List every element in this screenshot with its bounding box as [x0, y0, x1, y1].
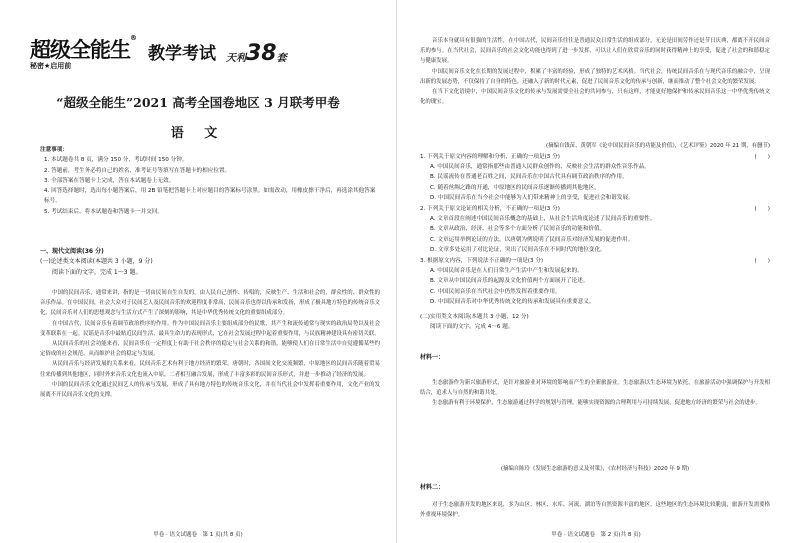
reading-passage	[40, 288, 380, 528]
question-2	[420, 204, 770, 255]
passage-paragraph: 从民间音乐与经济发展的关系来看，民间音乐艺术有利于地方经济的繁荣。唐朝时，各国间文化交流频繁，中原地区的民间音乐随着贸易往来传播到其他地区，同时外来音乐文化也流入中原，二者相互融合发展，形成了丰富多彩的民间音乐形式，并进一步推动了经济的发展。	[40, 361, 380, 378]
note-item: 2. 答题前，考生务必将自己的姓名、准考证号等填写在答题卡的相应位置。	[44, 167, 231, 174]
material-2-label: 材料二：	[420, 484, 445, 491]
passage-paragraph: 中国民间音乐文化在长期的发展过程中，积累了丰富的经验，形成了独特的艺术风格。当代社会，传统民间音乐在与现代音乐的融合中，呈现出新的发展态势，不仅保持了自身的特色，还融入了新的时代元素，促进了民间音乐文化的传承与创新，继而推动了整个社会文化的繁荣发展。	[420, 68, 770, 85]
brand-logo: 天利 38 套	[226, 41, 287, 66]
option-d: D. 文章多处运用了对比论证，突出了民间音乐在不同时代的地位变化。	[430, 246, 606, 253]
question-1	[420, 152, 770, 203]
brand-exam-label: 教学考试	[148, 44, 216, 64]
subsection-heading: (一)论述类文本阅读(本题共 3 小题，9 分)	[40, 258, 153, 266]
passage-paragraph: 在当下文化语境中，中国民间音乐文化的传承与发展需要全社会的共同参与，只有这样，才能更好地保护和传承民间音乐这一中华优秀传统文化的瑰宝。	[420, 89, 770, 106]
question-stem: 3. 根据原文内容，下列说法不正确的一项是(3 分)	[420, 258, 544, 264]
option-b: B. 文章从政治、经济、社会等多个方面分析了民间音乐的功能和价值。	[430, 226, 606, 233]
note-item: 4. 回答选择题时，选出每小题答案后，用 2B 铅笔把答题卡上对应题目的答案标号涂黑。如需改动，用橡皮擦干净后，再选涂其他答案标号。	[44, 188, 376, 205]
note-item: 5. 考试结束后，将本试题卷和答题卡一并交回。	[44, 208, 163, 215]
notes-heading: 注意事项：	[40, 147, 68, 153]
page-footer: 甲卷 · 语文试题卷 第 2 页(共 8 页)	[551, 532, 641, 538]
question-stem: 1. 下列关于原文内容的理解和分析，正确的一项是(3 分)	[420, 154, 560, 160]
question-3	[420, 256, 770, 307]
answer-paren: ( )	[754, 154, 770, 160]
option-b: B. 民谣流传在普通老百姓之间，民间音乐在中国古代具有调节政治秩序的作用。	[430, 174, 628, 181]
option-a: A. 中国民间音乐，通常指那些由普通人民群众创作的、反映社会生活的群众性音乐作品。	[430, 164, 650, 171]
secret-stamp: 秘密★启用前	[30, 62, 72, 70]
material-paragraph: 对于生态旅游开发的地区来说，多为山区、林区、水库、河流、湖泊等自然资源丰富的地区，这些地区的生态环境比较脆弱，旅游开发需要格外重视环境保护。	[420, 502, 770, 519]
option-a: A. 中国民间音乐是在人们日常生产生活中产生和发展起来的。	[430, 268, 583, 275]
passage-continued	[420, 36, 770, 107]
passage-paragraph: 从民间音乐的社会功能来看，民间音乐在一定程度上有助于社会秩序的稳定与社会关系的和谐，能够使人们在日常生活中自觉遵循某些约定俗成的社会规范，从而维护社会的稳定与发展。	[40, 341, 380, 358]
note-item: 3. 全部答案在答题卡上完成，答在本试题卷上无效。	[44, 177, 175, 184]
option-c: C. 文章运用举例论证的方法，以唐朝为例说明了民间音乐对经济发展的促进作用。	[430, 236, 634, 243]
section-intro	[40, 247, 380, 278]
passage-paragraph: 音乐本身就具有很强的生活性，在中国古代，民间音乐往往是普通民众日常生活的组成部分，无论是田间劳作还是节日庆典，都离不开民间音乐的参与。在当代社会，民间音乐的社会文化功能也得到了进一步发挥，可以让人们在欣赏音乐的同时获得精神上的享受，促进了社会的和谐稳定与健康发展。	[420, 38, 770, 65]
question-stem: 2. 下列关于原文论证的相关分析，不正确的一项是(3 分)	[420, 206, 560, 212]
option-b: B. 文章从中国民间音乐的起源及文化价值两个方面展开了论述。	[430, 278, 589, 285]
exam-page-2	[398, 0, 794, 543]
exam-title: “超级全能生”2021 高考全国卷地区 3 月联考甲卷	[56, 95, 340, 110]
material-1-source: (摘编自陈玲《发展生态旅游的意义及对策》，《农村经济与科技》2020 年 9 期)	[500, 466, 690, 472]
instruction-text: 阅读下面的文字，完成 4～6 题。	[430, 324, 514, 331]
material-paragraph: 生态旅游有利于环境保护，生态旅游通过科学的规划与管理，能够实现资源的合理利用与可持续发展，促进地方经济的繁荣与社会的进步。	[432, 400, 761, 407]
option-a: A. 文章首段在阐述中国民间音乐概念的基础上，从社会生活角度论述了民间音乐的重要性。	[430, 216, 656, 223]
brand-header	[30, 34, 287, 64]
subject-title: 语 文	[170, 126, 226, 141]
subsection-2-intro	[420, 312, 770, 332]
material-1-label: 材料一：	[420, 354, 445, 361]
exam-page-1	[0, 0, 396, 543]
brand-name: 超级全能生®	[30, 34, 136, 62]
material-paragraph: 生态旅游作为新兴旅游形式，是针对旅游业对环境的影响而产生的全新旅游业。生态旅游以生态环境为依托，在旅游活动中强调保护与开发相结合，追求人与自然的和谐共处。	[420, 380, 770, 397]
section-heading: 一、现代文阅读(36 分)	[40, 248, 104, 255]
material-1-text	[420, 378, 770, 456]
answer-paren: ( )	[754, 206, 770, 212]
passage-paragraph: 中国的民间音乐文化通过民间艺人的传承与发展，形成了具有地方特色的传统音乐文化，并在当代社会中发挥着重要作用，文化产业的发展离不开民间音乐文化的支撑。	[40, 381, 380, 399]
option-d: D. 中国民间音乐在当今社会中能够为人们带来精神上的享受，促进社会和谐发展。	[430, 194, 634, 201]
option-c: C. 中国民间音乐在当代社会中仍然发挥着重要作用。	[430, 288, 561, 295]
subsection-heading: (二)实用类文本阅读(本题共 3 小题，12 分)	[420, 314, 529, 320]
passage-source: (摘编自钱苗、黄朝军《论中国民间音乐的功能及价值》，《艺术评鉴》2020 年 21 期，有删节)	[546, 143, 770, 149]
passage-paragraph: 中国的民间音乐，通常来讲，指的是一切由民间自生自发的，由人民自己创作、传唱的，反映生产、生活和社会的，群众性的、群众性的音乐作品。在中国民间，社会大众对于民间艺人及民间音乐的欢迎程度非常高，民间音乐也得以传承和发扬，形成了极具地方特色的传统音乐文化，民间音乐对人们的思想观念与生活方式产生了深刻的影响，其是中华优秀传统文化的重要组成部分。	[40, 290, 380, 317]
note-item: 1. 本试题卷共 8 页，满分 150 分，考试时间 150 分钟。	[44, 157, 188, 164]
option-c: C. 随着丝绸之路的开通，中原地区的民间音乐逐渐传播到其他地区。	[430, 184, 600, 191]
answer-paren: ( )	[754, 258, 770, 264]
page-divider	[396, 0, 397, 543]
material-2-text	[420, 500, 770, 522]
notes-section	[40, 145, 380, 217]
instruction-text: 阅读下面的文字，完成 1～3 题。	[52, 268, 142, 276]
passage-paragraph: 在中国古代，民间音乐有着调节政治秩序的作用。作为中国民间音乐主要组成部分的民歌，其产生和流传通常与现实的政治局势以及社会变革联系在一起。民谣是音乐中最贴近民间生活、最具生命力的表现形式，它在社会发展过程中起着重要作用，与民族精神建设具有密切关联。	[40, 320, 380, 337]
page-footer: 甲卷 · 语文试题卷 第 1 页(共 8 页)	[153, 532, 243, 538]
option-d: D. 中国民间音乐对中华优秀传统文化的传承和发展具有重要意义。	[430, 298, 595, 305]
